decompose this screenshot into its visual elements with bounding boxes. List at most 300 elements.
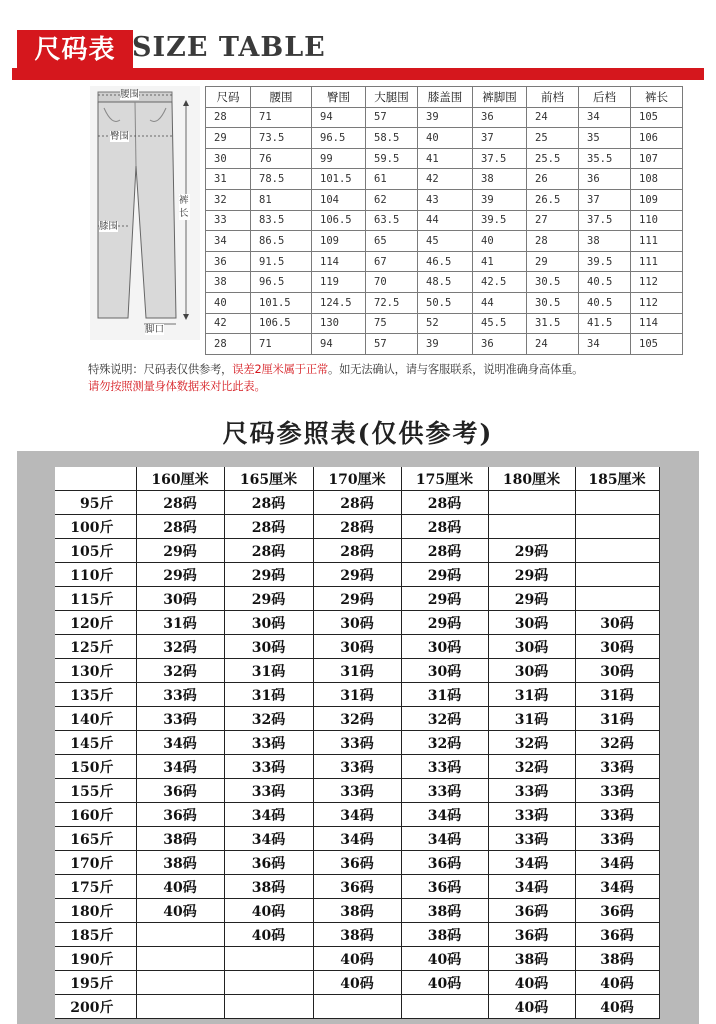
size-table-cell: 112 bbox=[631, 272, 683, 293]
size-table-column-header: 裤脚围 bbox=[473, 87, 527, 108]
size-table-cell: 44 bbox=[473, 292, 527, 313]
size-table-cell: 39.5 bbox=[579, 251, 631, 272]
size-table-cell: 111 bbox=[631, 251, 683, 272]
recommended-size-cell: 40码 bbox=[575, 971, 659, 995]
size-table-cell: 40.5 bbox=[579, 292, 631, 313]
size-table-cell: 30.5 bbox=[527, 292, 579, 313]
weight-row-header: 145斤 bbox=[55, 731, 136, 755]
size-table-cell: 107 bbox=[631, 148, 683, 169]
recommended-size-cell: 33码 bbox=[488, 827, 575, 851]
note-text-1: 特殊说明：尺码表仅供参考， bbox=[88, 363, 233, 376]
table-row bbox=[55, 491, 659, 515]
recommended-size-cell: 40码 bbox=[313, 947, 401, 971]
recommended-size-cell: 29码 bbox=[136, 563, 224, 587]
table-row bbox=[55, 731, 659, 755]
size-table-cell: 72.5 bbox=[366, 292, 418, 313]
weight-row-header: 125斤 bbox=[55, 635, 136, 659]
recommended-size-cell: 38码 bbox=[224, 875, 313, 899]
recommended-size-cell: 34码 bbox=[575, 851, 659, 875]
recommended-size-cell bbox=[136, 971, 224, 995]
recommended-size-cell: 33码 bbox=[313, 731, 401, 755]
recommended-size-cell: 34码 bbox=[136, 731, 224, 755]
table-row bbox=[206, 148, 683, 169]
weight-row-header: 180斤 bbox=[55, 899, 136, 923]
recommended-size-cell bbox=[224, 971, 313, 995]
size-reference-table bbox=[55, 467, 660, 1019]
recommended-size-cell: 36码 bbox=[136, 803, 224, 827]
size-table-cell: 37.5 bbox=[473, 148, 527, 169]
recommended-size-cell: 40码 bbox=[313, 971, 401, 995]
size-table-cell: 27 bbox=[527, 210, 579, 231]
size-table-column-header: 腰围 bbox=[251, 87, 312, 108]
size-table-cell: 43 bbox=[418, 189, 473, 210]
recommended-size-cell: 32码 bbox=[401, 731, 488, 755]
size-table-column-header: 膝盖围 bbox=[418, 87, 473, 108]
recommended-size-cell: 29码 bbox=[488, 539, 575, 563]
recommended-size-cell: 34码 bbox=[224, 803, 313, 827]
size-table-cell: 41.5 bbox=[579, 313, 631, 334]
size-table-cell: 105 bbox=[631, 107, 683, 128]
table-row bbox=[206, 313, 683, 334]
recommended-size-cell: 30码 bbox=[224, 635, 313, 659]
weight-row-header: 115斤 bbox=[55, 587, 136, 611]
size-table-cell: 25.5 bbox=[527, 148, 579, 169]
size-table-cell: 96.5 bbox=[312, 128, 366, 149]
recommended-size-cell: 34码 bbox=[224, 827, 313, 851]
recommended-size-cell: 38码 bbox=[136, 851, 224, 875]
note-error-tolerance: 误差2厘米属于正常 bbox=[232, 363, 329, 376]
recommended-size-cell: 36码 bbox=[488, 923, 575, 947]
recommended-size-cell: 30码 bbox=[313, 611, 401, 635]
recommended-size-cell: 30码 bbox=[488, 635, 575, 659]
size-table-cell: 105 bbox=[631, 334, 683, 355]
size-table-cell: 48.5 bbox=[418, 272, 473, 293]
recommended-size-cell: 33码 bbox=[224, 779, 313, 803]
size-table-cell: 59.5 bbox=[366, 148, 418, 169]
recommended-size-cell: 32码 bbox=[488, 755, 575, 779]
size-table-cell: 38 bbox=[579, 231, 631, 252]
size-table-cell: 114 bbox=[312, 251, 366, 272]
recommended-size-cell: 40码 bbox=[575, 995, 659, 1019]
recommended-size-cell: 34码 bbox=[401, 827, 488, 851]
recommended-size-cell: 33码 bbox=[136, 707, 224, 731]
size-table-cell: 42 bbox=[206, 313, 251, 334]
size-table-cell: 40.5 bbox=[579, 272, 631, 293]
weight-row-header: 105斤 bbox=[55, 539, 136, 563]
recommended-size-cell: 36码 bbox=[313, 851, 401, 875]
weight-row-header: 195斤 bbox=[55, 971, 136, 995]
size-table-cell: 31.5 bbox=[527, 313, 579, 334]
table-row bbox=[55, 779, 659, 803]
size-table-cell: 130 bbox=[312, 313, 366, 334]
recommended-size-cell: 40码 bbox=[401, 971, 488, 995]
recommended-size-cell: 29码 bbox=[136, 539, 224, 563]
size-table-cell: 101.5 bbox=[312, 169, 366, 190]
size-table-cell: 28 bbox=[527, 231, 579, 252]
size-table-cell: 52 bbox=[418, 313, 473, 334]
size-table-cell: 106 bbox=[631, 128, 683, 149]
recommended-size-cell: 31码 bbox=[575, 683, 659, 707]
header-red-bar bbox=[12, 68, 704, 80]
recommended-size-cell: 30码 bbox=[313, 635, 401, 659]
recommended-size-cell: 28码 bbox=[224, 539, 313, 563]
recommended-size-cell: 38码 bbox=[575, 947, 659, 971]
recommended-size-cell: 28码 bbox=[136, 491, 224, 515]
recommended-size-cell: 30码 bbox=[224, 611, 313, 635]
size-table-cell: 36 bbox=[579, 169, 631, 190]
recommended-size-cell: 28码 bbox=[401, 491, 488, 515]
size-table-cell: 28 bbox=[206, 334, 251, 355]
recommended-size-cell bbox=[488, 491, 575, 515]
recommended-size-cell: 28码 bbox=[224, 491, 313, 515]
table-row bbox=[55, 635, 659, 659]
size-table-column-header: 臀围 bbox=[312, 87, 366, 108]
recommended-size-cell: 32码 bbox=[488, 731, 575, 755]
size-table-cell: 106.5 bbox=[312, 210, 366, 231]
size-table-cell: 39 bbox=[473, 189, 527, 210]
recommended-size-cell: 40码 bbox=[488, 995, 575, 1019]
table-row bbox=[55, 827, 659, 851]
recommended-size-cell bbox=[136, 947, 224, 971]
recommended-size-cell: 38码 bbox=[401, 923, 488, 947]
pants-diagram bbox=[90, 86, 200, 340]
size-table-cell: 81 bbox=[251, 189, 312, 210]
size-table-cell: 34 bbox=[579, 107, 631, 128]
weight-row-header: 160斤 bbox=[55, 803, 136, 827]
size-table-cell: 28 bbox=[206, 107, 251, 128]
size-table-cell: 119 bbox=[312, 272, 366, 293]
size-table-cell: 39.5 bbox=[473, 210, 527, 231]
recommended-size-cell: 33码 bbox=[575, 803, 659, 827]
weight-row-header: 150斤 bbox=[55, 755, 136, 779]
weight-row-header: 175斤 bbox=[55, 875, 136, 899]
recommended-size-cell: 34码 bbox=[401, 803, 488, 827]
size-table-cell: 57 bbox=[366, 107, 418, 128]
recommended-size-cell: 33码 bbox=[313, 779, 401, 803]
table-row bbox=[206, 210, 683, 231]
height-column-header: 160厘米 bbox=[136, 467, 224, 491]
size-table-cell: 40 bbox=[206, 292, 251, 313]
recommended-size-cell: 36码 bbox=[136, 779, 224, 803]
recommended-size-cell: 28码 bbox=[313, 515, 401, 539]
header-badge: 尺码表 bbox=[17, 30, 133, 70]
height-column-header: 185厘米 bbox=[575, 467, 659, 491]
recommended-size-cell: 33码 bbox=[401, 779, 488, 803]
recommended-size-cell bbox=[575, 539, 659, 563]
table-row bbox=[55, 755, 659, 779]
size-table-cell: 94 bbox=[312, 334, 366, 355]
table-row bbox=[55, 707, 659, 731]
recommended-size-cell: 29码 bbox=[313, 587, 401, 611]
size-table-cell: 110 bbox=[631, 210, 683, 231]
recommended-size-cell: 31码 bbox=[313, 683, 401, 707]
recommended-size-cell bbox=[575, 515, 659, 539]
size-table-cell: 38 bbox=[206, 272, 251, 293]
size-table-cell: 109 bbox=[312, 231, 366, 252]
table-row bbox=[206, 292, 683, 313]
recommended-size-cell: 33码 bbox=[313, 755, 401, 779]
weight-row-header: 190斤 bbox=[55, 947, 136, 971]
label-hip: 臀围 bbox=[110, 131, 130, 142]
size-table-cell: 65 bbox=[366, 231, 418, 252]
size-table-cell: 39 bbox=[418, 334, 473, 355]
size-table-column-header: 后档 bbox=[579, 87, 631, 108]
size-table-cell: 112 bbox=[631, 292, 683, 313]
table-row bbox=[55, 803, 659, 827]
recommended-size-cell: 30码 bbox=[575, 611, 659, 635]
size-table-cell: 83.5 bbox=[251, 210, 312, 231]
reference-header-row bbox=[55, 467, 659, 491]
recommended-size-cell: 38码 bbox=[313, 923, 401, 947]
size-table-cell: 73.5 bbox=[251, 128, 312, 149]
recommended-size-cell: 36码 bbox=[401, 875, 488, 899]
size-table-cell: 91.5 bbox=[251, 251, 312, 272]
recommended-size-cell: 33码 bbox=[136, 683, 224, 707]
recommended-size-cell: 34码 bbox=[136, 755, 224, 779]
recommended-size-cell: 40码 bbox=[136, 899, 224, 923]
label-knee: 膝围 bbox=[99, 221, 119, 232]
table-row bbox=[55, 875, 659, 899]
recommended-size-cell: 38码 bbox=[488, 947, 575, 971]
size-table-cell: 106.5 bbox=[251, 313, 312, 334]
recommended-size-cell: 31码 bbox=[488, 707, 575, 731]
recommended-size-cell: 33码 bbox=[401, 755, 488, 779]
size-table-cell: 29 bbox=[206, 128, 251, 149]
size-table-cell: 31 bbox=[206, 169, 251, 190]
table-row bbox=[206, 189, 683, 210]
recommended-size-cell: 36码 bbox=[401, 851, 488, 875]
recommended-size-cell: 32码 bbox=[136, 659, 224, 683]
recommended-size-cell: 38码 bbox=[136, 827, 224, 851]
height-column-header: 175厘米 bbox=[401, 467, 488, 491]
recommended-size-cell: 34码 bbox=[313, 827, 401, 851]
size-table-cell: 36 bbox=[473, 107, 527, 128]
size-table-cell: 57 bbox=[366, 334, 418, 355]
weight-row-header: 140斤 bbox=[55, 707, 136, 731]
table-row bbox=[55, 683, 659, 707]
size-table-cell: 96.5 bbox=[251, 272, 312, 293]
table-row bbox=[206, 231, 683, 252]
size-table-cell: 75 bbox=[366, 313, 418, 334]
size-table-cell: 40 bbox=[473, 231, 527, 252]
recommended-size-cell: 36码 bbox=[488, 899, 575, 923]
note-text-2: 。如无法确认，请与客服联系，说明准确身高体重。 bbox=[328, 363, 584, 376]
size-table-cell: 124.5 bbox=[312, 292, 366, 313]
recommended-size-cell bbox=[224, 995, 313, 1019]
recommended-size-cell: 34码 bbox=[488, 875, 575, 899]
recommended-size-cell: 36码 bbox=[575, 899, 659, 923]
recommended-size-cell: 30码 bbox=[136, 587, 224, 611]
size-table-cell: 99 bbox=[312, 148, 366, 169]
size-table-cell: 67 bbox=[366, 251, 418, 272]
size-table-cell: 41 bbox=[418, 148, 473, 169]
recommended-size-cell: 40码 bbox=[488, 971, 575, 995]
size-table-cell: 33 bbox=[206, 210, 251, 231]
size-table-header bbox=[12, 26, 704, 82]
recommended-size-cell: 34码 bbox=[488, 851, 575, 875]
size-table-cell: 37.5 bbox=[579, 210, 631, 231]
size-table-cell: 38 bbox=[473, 169, 527, 190]
recommended-size-cell: 38码 bbox=[313, 899, 401, 923]
size-table-cell: 42 bbox=[418, 169, 473, 190]
size-table-cell: 108 bbox=[631, 169, 683, 190]
size-table-cell: 62 bbox=[366, 189, 418, 210]
size-table-cell: 114 bbox=[631, 313, 683, 334]
size-table-cell: 32 bbox=[206, 189, 251, 210]
recommended-size-cell: 28码 bbox=[313, 539, 401, 563]
recommended-size-cell: 30码 bbox=[575, 635, 659, 659]
recommended-size-cell: 30码 bbox=[401, 659, 488, 683]
weight-row-header: 95斤 bbox=[55, 491, 136, 515]
recommended-size-cell bbox=[488, 515, 575, 539]
recommended-size-cell: 31码 bbox=[224, 659, 313, 683]
recommended-size-cell: 36码 bbox=[575, 923, 659, 947]
size-table-cell: 94 bbox=[312, 107, 366, 128]
size-table-cell: 41 bbox=[473, 251, 527, 272]
header-title: SIZE TABLE bbox=[132, 32, 326, 63]
table-row bbox=[206, 107, 683, 128]
table-row bbox=[55, 587, 659, 611]
weight-row-header: 110斤 bbox=[55, 563, 136, 587]
recommended-size-cell bbox=[136, 923, 224, 947]
recommended-size-cell: 33码 bbox=[224, 731, 313, 755]
size-table-cell: 29 bbox=[527, 251, 579, 272]
weight-row-header: 100斤 bbox=[55, 515, 136, 539]
recommended-size-cell: 29码 bbox=[488, 587, 575, 611]
size-table-cell: 36 bbox=[206, 251, 251, 272]
size-table-column-header: 前档 bbox=[527, 87, 579, 108]
recommended-size-cell: 28码 bbox=[401, 515, 488, 539]
size-table-cell: 101.5 bbox=[251, 292, 312, 313]
size-table-column-header: 裤长 bbox=[631, 87, 683, 108]
recommended-size-cell bbox=[575, 587, 659, 611]
weight-row-header: 165斤 bbox=[55, 827, 136, 851]
table-row bbox=[55, 659, 659, 683]
recommended-size-cell: 34码 bbox=[313, 803, 401, 827]
weight-row-header: 185斤 bbox=[55, 923, 136, 947]
recommended-size-cell: 31码 bbox=[224, 683, 313, 707]
size-table-cell: 45 bbox=[418, 231, 473, 252]
recommended-size-cell: 31码 bbox=[488, 683, 575, 707]
table-row bbox=[206, 128, 683, 149]
size-table-cell: 44 bbox=[418, 210, 473, 231]
size-table-cell: 39 bbox=[418, 107, 473, 128]
recommended-size-cell: 33码 bbox=[575, 779, 659, 803]
weight-row-header: 170斤 bbox=[55, 851, 136, 875]
recommended-size-cell: 33码 bbox=[488, 803, 575, 827]
reference-corner-cell bbox=[55, 467, 136, 491]
table-row bbox=[55, 851, 659, 875]
table-row bbox=[206, 272, 683, 293]
special-note bbox=[88, 361, 583, 377]
label-hem: 脚口 bbox=[145, 324, 165, 335]
size-table-cell: 61 bbox=[366, 169, 418, 190]
table-row bbox=[206, 251, 683, 272]
size-table-cell: 70 bbox=[366, 272, 418, 293]
recommended-size-cell: 36码 bbox=[224, 851, 313, 875]
size-table-cell: 35.5 bbox=[579, 148, 631, 169]
table-row bbox=[55, 923, 659, 947]
recommended-size-cell: 28码 bbox=[224, 515, 313, 539]
weight-row-header: 200斤 bbox=[55, 995, 136, 1019]
size-measurement-table bbox=[205, 86, 683, 355]
recommended-size-cell: 33码 bbox=[575, 827, 659, 851]
height-column-header: 180厘米 bbox=[488, 467, 575, 491]
size-table-cell: 37 bbox=[579, 189, 631, 210]
size-table-header-row bbox=[206, 87, 683, 108]
recommended-size-cell: 31码 bbox=[575, 707, 659, 731]
weight-row-header: 155斤 bbox=[55, 779, 136, 803]
size-table-cell: 109 bbox=[631, 189, 683, 210]
size-table-cell: 40 bbox=[418, 128, 473, 149]
size-table-cell: 50.5 bbox=[418, 292, 473, 313]
recommended-size-cell: 31码 bbox=[401, 683, 488, 707]
size-table-cell: 71 bbox=[251, 107, 312, 128]
size-table-cell: 104 bbox=[312, 189, 366, 210]
recommended-size-cell: 40码 bbox=[224, 899, 313, 923]
recommended-size-cell: 29码 bbox=[313, 563, 401, 587]
recommended-size-cell: 38码 bbox=[401, 899, 488, 923]
recommended-size-cell bbox=[401, 995, 488, 1019]
size-table-cell: 34 bbox=[206, 231, 251, 252]
table-row bbox=[55, 563, 659, 587]
size-table-cell: 45.5 bbox=[473, 313, 527, 334]
weight-row-header: 130斤 bbox=[55, 659, 136, 683]
recommended-size-cell: 40码 bbox=[401, 947, 488, 971]
recommended-size-cell: 31码 bbox=[313, 659, 401, 683]
size-table-cell: 78.5 bbox=[251, 169, 312, 190]
recommended-size-cell: 30码 bbox=[575, 659, 659, 683]
table-row bbox=[55, 515, 659, 539]
recommended-size-cell bbox=[224, 947, 313, 971]
size-table-cell: 42.5 bbox=[473, 272, 527, 293]
table-row bbox=[55, 539, 659, 563]
table-row bbox=[55, 899, 659, 923]
recommended-size-cell: 40码 bbox=[136, 875, 224, 899]
recommended-size-cell: 30码 bbox=[488, 611, 575, 635]
reference-table-panel bbox=[17, 451, 699, 1024]
size-table-cell: 58.5 bbox=[366, 128, 418, 149]
recommended-size-cell: 40码 bbox=[224, 923, 313, 947]
size-table-cell: 71 bbox=[251, 334, 312, 355]
height-column-header: 170厘米 bbox=[313, 467, 401, 491]
recommended-size-cell: 32码 bbox=[224, 707, 313, 731]
size-table-cell: 76 bbox=[251, 148, 312, 169]
size-table-cell: 35 bbox=[579, 128, 631, 149]
size-table-cell: 24 bbox=[527, 107, 579, 128]
height-column-header: 165厘米 bbox=[224, 467, 313, 491]
size-table-cell: 63.5 bbox=[366, 210, 418, 231]
table-row bbox=[206, 169, 683, 190]
size-table-cell: 86.5 bbox=[251, 231, 312, 252]
recommended-size-cell: 32码 bbox=[313, 707, 401, 731]
weight-row-header: 120斤 bbox=[55, 611, 136, 635]
table-row bbox=[55, 947, 659, 971]
recommended-size-cell: 29码 bbox=[401, 563, 488, 587]
weight-row-header: 135斤 bbox=[55, 683, 136, 707]
size-table-cell: 46.5 bbox=[418, 251, 473, 272]
size-table-cell: 111 bbox=[631, 231, 683, 252]
size-table-cell: 30.5 bbox=[527, 272, 579, 293]
recommended-size-cell: 28码 bbox=[401, 539, 488, 563]
recommended-size-cell: 32码 bbox=[401, 707, 488, 731]
recommended-size-cell: 32码 bbox=[136, 635, 224, 659]
label-waist: 腰围 bbox=[120, 89, 140, 100]
warning-note: 请勿按照测量身体数据来对比此表。 bbox=[88, 380, 266, 393]
recommended-size-cell: 33码 bbox=[488, 779, 575, 803]
size-table-cell: 37 bbox=[473, 128, 527, 149]
recommended-size-cell bbox=[136, 995, 224, 1019]
